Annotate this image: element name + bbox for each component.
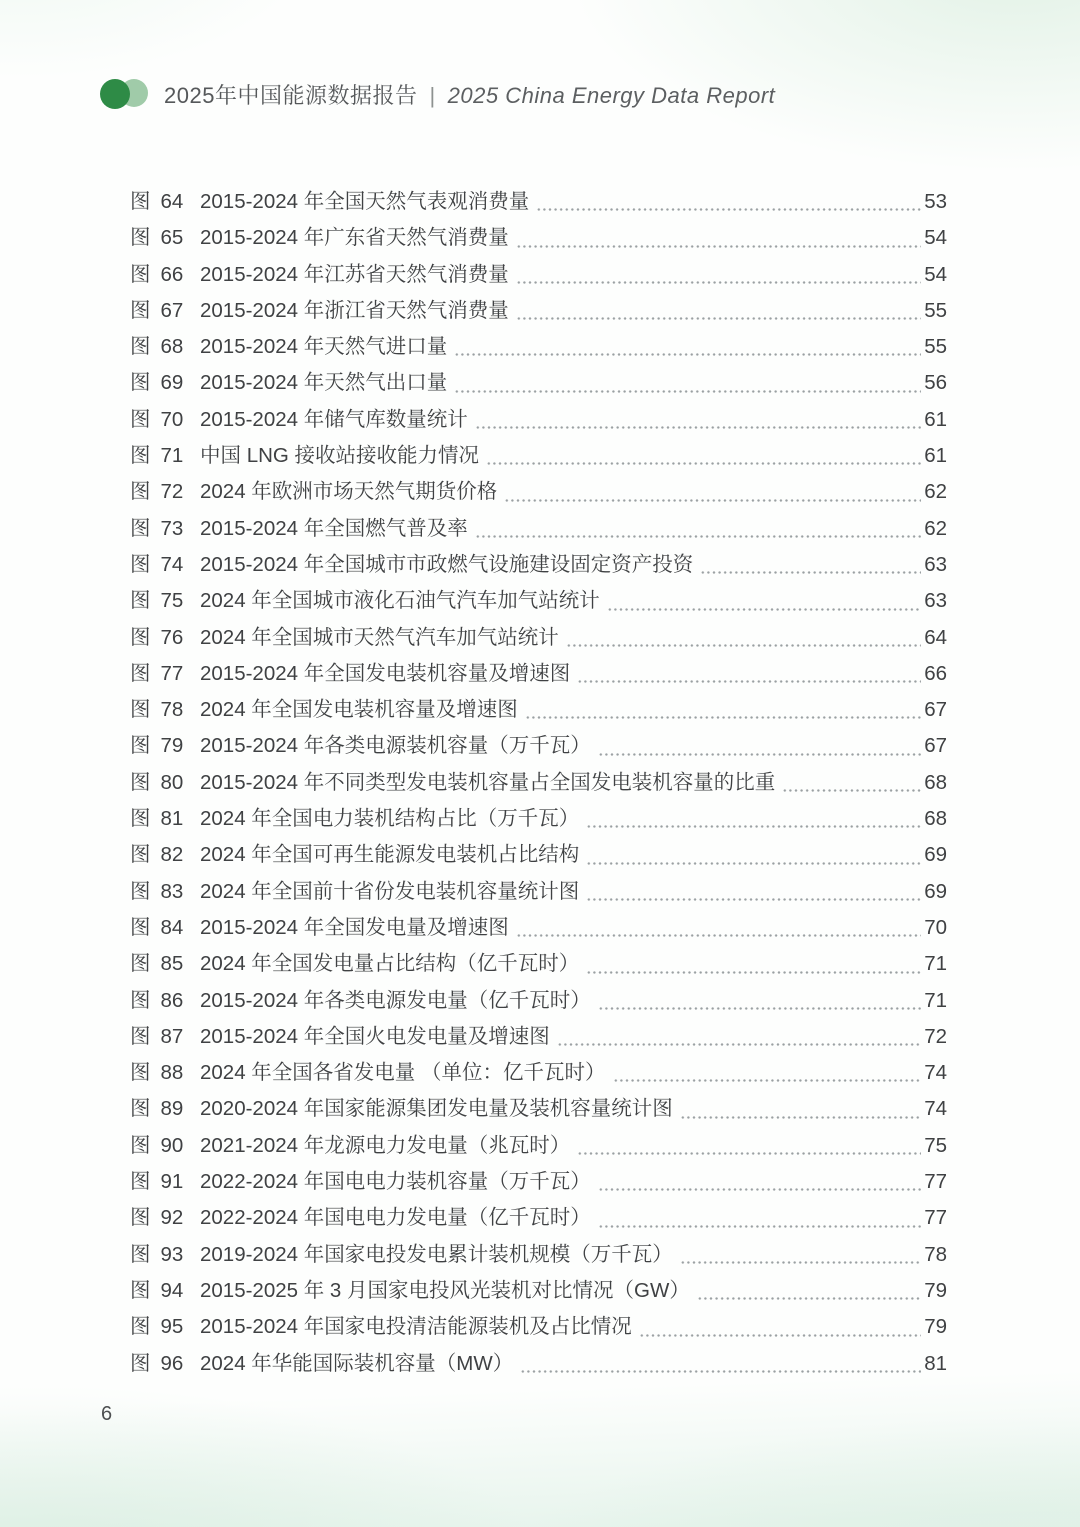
dot-leader	[516, 257, 921, 293]
toc-entry	[130, 293, 947, 329]
figure-label	[130, 402, 200, 438]
figure-number: 95	[160, 1315, 184, 1339]
figure-number: 76	[160, 625, 184, 649]
figure-number: 66	[160, 262, 184, 286]
page-number: 79	[924, 1315, 947, 1339]
figure-title: 2024 年全国城市天然气汽车加气站统计	[200, 625, 559, 649]
toc-entry	[130, 801, 947, 837]
figure-prefix: 图	[130, 444, 151, 468]
page-number: 54	[924, 226, 947, 250]
figure-label	[130, 837, 200, 873]
figure-label	[130, 1273, 200, 1309]
dot-leader	[454, 329, 921, 365]
page-number: 54	[924, 262, 947, 286]
dot-leader	[586, 946, 921, 982]
figure-label	[130, 765, 200, 801]
figure-prefix: 图	[130, 1097, 151, 1121]
figure-label	[130, 365, 200, 401]
figure-title: 2015-2024 年全国火电发电量及增速图	[200, 1024, 550, 1048]
dot-leader	[566, 620, 921, 656]
toc-entry	[130, 583, 947, 619]
figure-number: 70	[160, 407, 184, 431]
figure-label	[130, 1091, 200, 1127]
dot-leader	[454, 365, 921, 401]
page-number: 63	[924, 589, 947, 613]
toc-entry	[130, 402, 947, 438]
dot-leader	[598, 1200, 921, 1236]
figure-prefix: 图	[130, 1170, 151, 1194]
dot-leader	[525, 692, 921, 728]
dot-leader	[639, 1309, 921, 1345]
page-number: 78	[924, 1242, 947, 1266]
figure-title: 2024 年欧洲市场天然气期货价格	[200, 480, 498, 504]
figure-title: 2015-2024 年全国天然气表观消费量	[200, 190, 530, 213]
figure-number: 71	[160, 444, 184, 468]
figure-prefix: 图	[130, 915, 151, 939]
dot-leader	[680, 1091, 921, 1127]
figure-title: 2024 年全国发电量占比结构（亿千瓦时）	[200, 952, 580, 976]
figure-title: 2020-2024 年国家能源集团发电量及装机容量统计图	[200, 1097, 673, 1121]
figure-label	[130, 257, 200, 293]
dot-leader	[577, 656, 921, 692]
page-number: 63	[924, 552, 947, 576]
figure-number: 75	[160, 589, 184, 613]
figure-title: 2024 年全国电力装机结构占比（万千瓦）	[200, 807, 580, 831]
toc-entry	[130, 1346, 947, 1382]
toc-entry	[130, 1055, 947, 1091]
toc-entry	[130, 765, 947, 801]
figure-prefix: 图	[130, 988, 151, 1012]
toc-entry	[130, 656, 947, 692]
title-separator: |	[429, 82, 436, 108]
figure-number: 83	[160, 879, 184, 903]
figure-label	[130, 946, 200, 982]
dot-leader	[520, 1346, 921, 1382]
toc-entry	[130, 1019, 947, 1055]
dot-leader	[586, 874, 921, 910]
toc-entry	[130, 874, 947, 910]
figure-prefix: 图	[130, 1278, 151, 1302]
figure-number: 84	[160, 915, 184, 939]
page-number: 74	[924, 1061, 947, 1085]
report-logo-icon	[100, 78, 150, 110]
figure-prefix: 图	[130, 589, 151, 613]
dot-leader	[577, 1128, 921, 1164]
page-number: 61	[924, 444, 947, 468]
toc-entry	[130, 620, 947, 656]
toc-list	[130, 184, 947, 1382]
dot-leader	[586, 801, 921, 837]
figure-prefix: 图	[130, 734, 151, 758]
figure-number: 64	[160, 190, 184, 213]
page-number: 71	[924, 988, 947, 1012]
figure-label	[130, 220, 200, 256]
figure-prefix: 图	[130, 625, 151, 649]
figure-title: 2024 年全国发电装机容量及增速图	[200, 698, 518, 722]
figure-number: 88	[160, 1061, 184, 1085]
page-number: 77	[924, 1170, 947, 1194]
page-number: 62	[924, 516, 947, 540]
figure-title: 2024 年全国可再生能源发电装机占比结构	[200, 843, 580, 867]
dot-leader	[598, 1164, 921, 1200]
figure-number: 73	[160, 516, 184, 540]
figure-prefix: 图	[130, 407, 151, 431]
figure-number: 96	[160, 1351, 184, 1375]
figure-label	[130, 329, 200, 365]
figure-label	[130, 511, 200, 547]
figure-title: 2022-2024 年国电电力发电量（亿千瓦时）	[200, 1206, 591, 1230]
figure-number: 82	[160, 843, 184, 867]
figure-label	[130, 1237, 200, 1273]
figure-title: 2015-2025 年 3 月国家电投风光装机对比情况（GW）	[200, 1278, 690, 1302]
figure-label	[130, 1164, 200, 1200]
figure-title: 2015-2024 年江苏省天然气消费量	[200, 262, 509, 286]
figure-title: 2019-2024 年国家电投发电累计装机规模（万千瓦）	[200, 1242, 673, 1266]
figure-number: 85	[160, 952, 184, 976]
dot-leader	[516, 220, 921, 256]
figure-title: 2015-2024 年浙江省天然气消费量	[200, 298, 509, 322]
figure-title: 中国 LNG 接收站接收能力情况	[200, 444, 480, 468]
figure-prefix: 图	[130, 298, 151, 322]
page-number: 68	[924, 807, 947, 831]
toc-entry	[130, 220, 947, 256]
figure-number: 80	[160, 770, 184, 794]
figure-label	[130, 184, 200, 220]
figure-prefix: 图	[130, 661, 151, 685]
figure-prefix: 图	[130, 335, 151, 359]
figure-prefix: 图	[130, 1061, 151, 1085]
page-number: 79	[924, 1278, 947, 1302]
figure-title: 2024 年全国前十省份发电装机容量统计图	[200, 879, 580, 903]
report-title	[164, 79, 775, 110]
figure-label	[130, 620, 200, 656]
figure-label	[130, 1128, 200, 1164]
toc-entry	[130, 1309, 947, 1345]
toc-entry	[130, 511, 947, 547]
figure-title: 2015-2024 年不同类型发电装机容量占全国发电装机容量的比重	[200, 770, 776, 794]
figure-prefix: 图	[130, 770, 151, 794]
toc-entry	[130, 329, 947, 365]
page-number: 67	[924, 698, 947, 722]
toc-entry	[130, 365, 947, 401]
page-number: 55	[924, 335, 947, 359]
page-number: 53	[924, 190, 947, 213]
page-number: 67	[924, 734, 947, 758]
toc-entry	[130, 1273, 947, 1309]
toc-entry	[130, 184, 947, 220]
toc-entry	[130, 1128, 947, 1164]
figure-title: 2024 年全国各省发电量 （单位：亿千瓦时）	[200, 1061, 606, 1085]
figure-title: 2015-2024 年广东省天然气消费量	[200, 226, 509, 250]
figure-title: 2022-2024 年国电电力装机容量（万千瓦）	[200, 1170, 591, 1194]
toc-entry	[130, 728, 947, 764]
figure-number: 72	[160, 480, 184, 504]
figure-number: 89	[160, 1097, 184, 1121]
figure-number: 77	[160, 661, 184, 685]
figure-label	[130, 728, 200, 764]
dot-leader	[504, 474, 921, 510]
figure-title: 2015-2024 年天然气进口量	[200, 335, 448, 359]
toc-entry	[130, 946, 947, 982]
figure-label	[130, 801, 200, 837]
figure-title: 2015-2024 年储气库数量统计	[200, 407, 468, 431]
figure-label	[130, 1019, 200, 1055]
figure-title: 2015-2024 年全国燃气普及率	[200, 516, 468, 540]
figure-label	[130, 1346, 200, 1382]
figure-label	[130, 583, 200, 619]
figure-title: 2015-2024 年天然气出口量	[200, 371, 448, 395]
dot-leader	[516, 910, 921, 946]
figure-prefix: 图	[130, 552, 151, 576]
page-number: 61	[924, 407, 947, 431]
figure-prefix: 图	[130, 1351, 151, 1375]
figure-number: 67	[160, 298, 184, 322]
dot-leader	[586, 837, 921, 873]
dot-leader	[516, 293, 921, 329]
figure-label	[130, 1055, 200, 1091]
figure-title: 2024 年全国城市液化石油气汽车加气站统计	[200, 589, 600, 613]
dot-leader	[607, 583, 921, 619]
page-number: 75	[924, 1133, 947, 1157]
figure-prefix: 图	[130, 480, 151, 504]
figure-label	[130, 547, 200, 583]
figure-number: 93	[160, 1242, 184, 1266]
dot-leader	[486, 438, 921, 474]
logo-dark-circle	[100, 79, 130, 109]
page-number: 81	[924, 1351, 947, 1375]
figure-number: 87	[160, 1024, 184, 1048]
toc-entry	[130, 837, 947, 873]
dot-leader	[697, 1273, 921, 1309]
figure-title: 2015-2024 年国家电投清洁能源装机及占比情况	[200, 1315, 632, 1339]
figure-title: 2024 年华能国际装机容量（MW）	[200, 1351, 514, 1375]
figure-number: 86	[160, 988, 184, 1012]
figure-number: 92	[160, 1206, 184, 1230]
figure-label	[130, 474, 200, 510]
page-number: 72	[924, 1024, 947, 1048]
page-number: 74	[924, 1097, 947, 1121]
figure-title: 2015-2024 年全国发电装机容量及增速图	[200, 661, 571, 685]
page-number: 66	[924, 661, 947, 685]
figure-number: 78	[160, 698, 184, 722]
page-number: 64	[924, 625, 947, 649]
figure-title: 2015-2024 年各类电源装机容量（万千瓦）	[200, 734, 591, 758]
figure-label	[130, 438, 200, 474]
figure-number: 68	[160, 335, 184, 359]
dot-leader	[598, 728, 921, 764]
toc-entry	[130, 692, 947, 728]
figure-title: 2015-2024 年全国发电量及增速图	[200, 915, 509, 939]
figure-prefix: 图	[130, 698, 151, 722]
toc-entry	[130, 438, 947, 474]
figure-prefix: 图	[130, 843, 151, 867]
page-number: 70	[924, 915, 947, 939]
page-number: 69	[924, 843, 947, 867]
toc-entry	[130, 547, 947, 583]
page-number: 68	[924, 770, 947, 794]
figure-number: 69	[160, 371, 184, 395]
page-header	[100, 78, 980, 110]
dot-leader	[598, 983, 921, 1019]
figure-label	[130, 656, 200, 692]
dot-leader	[700, 547, 921, 583]
figure-label	[130, 910, 200, 946]
figure-title: 2021-2024 年龙源电力发电量（兆瓦时）	[200, 1133, 571, 1157]
figure-label	[130, 1309, 200, 1345]
page-number: 71	[924, 952, 947, 976]
figure-prefix: 图	[130, 1206, 151, 1230]
figure-prefix: 图	[130, 1315, 151, 1339]
figure-prefix: 图	[130, 1024, 151, 1048]
page-number: 69	[924, 879, 947, 903]
figure-prefix: 图	[130, 371, 151, 395]
page-number: 55	[924, 298, 947, 322]
figure-number: 90	[160, 1133, 184, 1157]
figure-label	[130, 692, 200, 728]
figure-prefix: 图	[130, 516, 151, 540]
toc-entry	[130, 1200, 947, 1236]
figure-label	[130, 983, 200, 1019]
page-number: 56	[924, 371, 947, 395]
figure-label	[130, 1200, 200, 1236]
dot-leader	[536, 184, 921, 220]
report-title-zh: 2025年中国能源数据报告	[164, 82, 418, 108]
figure-number: 79	[160, 734, 184, 758]
page-number: 62	[924, 480, 947, 504]
toc-entry	[130, 1091, 947, 1127]
figure-prefix: 图	[130, 879, 151, 903]
toc-entry	[130, 1237, 947, 1273]
dot-leader	[475, 511, 921, 547]
figure-label	[130, 293, 200, 329]
toc-entry	[130, 1164, 947, 1200]
footer-page-number: 6	[101, 1403, 113, 1425]
dot-leader	[680, 1237, 921, 1273]
toc-entry	[130, 257, 947, 293]
figure-number: 65	[160, 226, 184, 250]
figure-number: 74	[160, 552, 184, 576]
report-title-en: 2025 China Energy Data Report	[447, 82, 776, 108]
figure-prefix: 图	[130, 807, 151, 831]
figure-prefix: 图	[130, 190, 151, 213]
figure-title: 2015-2024 年各类电源发电量（亿千瓦时）	[200, 988, 591, 1012]
dot-leader	[782, 765, 921, 801]
figure-prefix: 图	[130, 952, 151, 976]
figure-prefix: 图	[130, 1133, 151, 1157]
figure-prefix: 图	[130, 226, 151, 250]
figure-number: 91	[160, 1170, 184, 1194]
figure-label	[130, 874, 200, 910]
dot-leader	[475, 402, 921, 438]
toc-entry	[130, 910, 947, 946]
toc-entry	[130, 474, 947, 510]
toc-entry	[130, 983, 947, 1019]
figure-prefix: 图	[130, 1242, 151, 1266]
figure-title: 2015-2024 年全国城市市政燃气设施建设固定资产投资	[200, 552, 694, 576]
dot-leader	[613, 1055, 922, 1091]
page-number: 77	[924, 1206, 947, 1230]
figure-number: 81	[160, 807, 184, 831]
dot-leader	[557, 1019, 921, 1055]
figure-prefix: 图	[130, 262, 151, 286]
figure-number: 94	[160, 1278, 184, 1302]
